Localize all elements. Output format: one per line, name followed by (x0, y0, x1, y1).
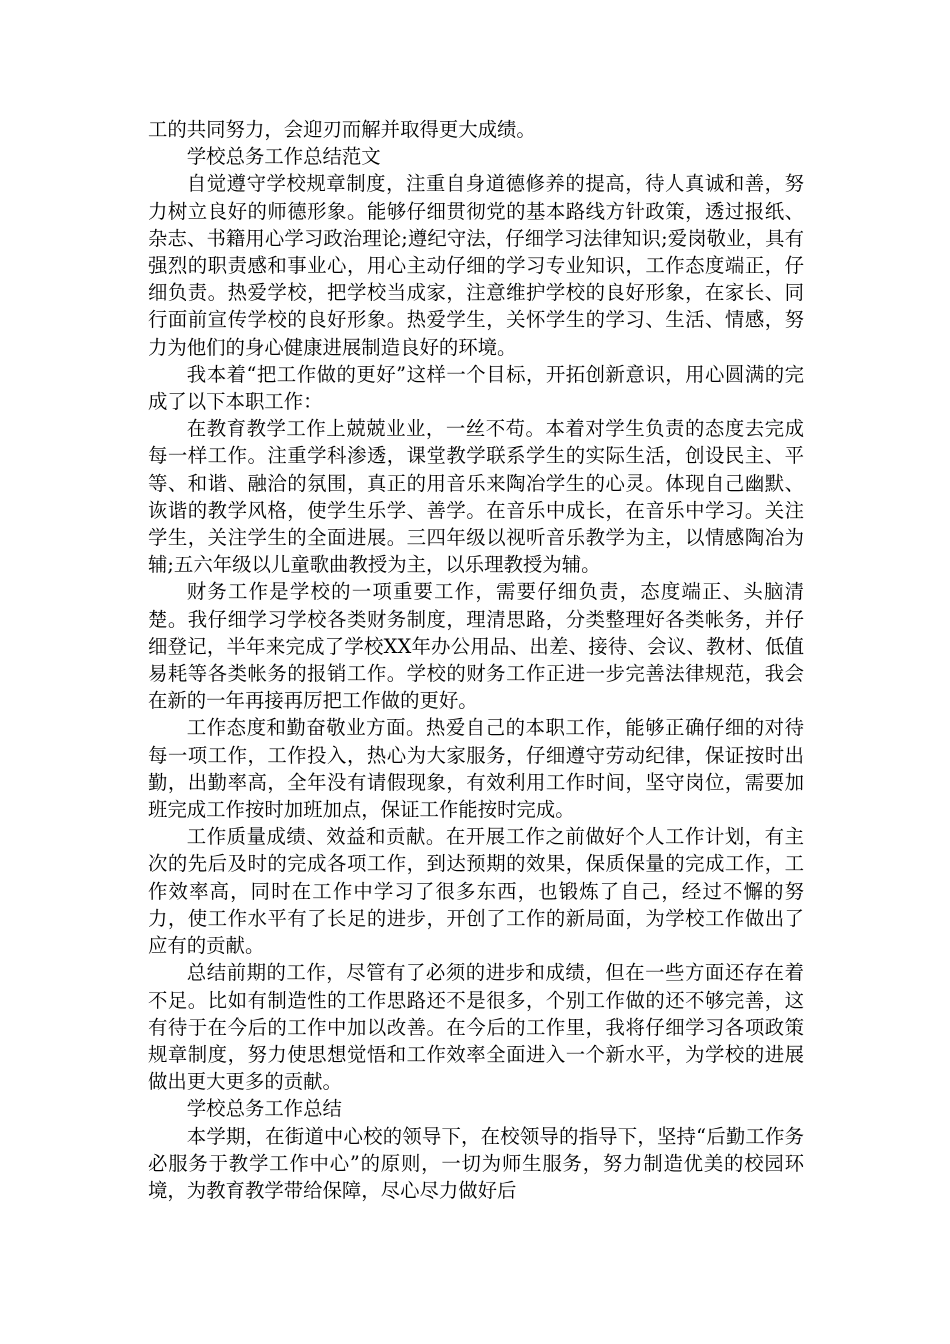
paragraph-goal: 我本着“把工作做的更好”这样一个目标，开拓创新意识，用心圆满的完成了以下本职工作： (148, 362, 804, 414)
section-title-summary: 学校总务工作总结 (186, 1097, 342, 1121)
paragraph-ethics: 自觉遵守学校规章制度，注重自身道德修养的提高，待人真诚和善，努力树立良好的师德形象。能够仔细贯彻党的基本路线方针政策，透过报纸、杂志、书籍用心学习政治理论;遵纪守法，仔细学习法律知识;爱岗敬业，具有强烈的职责感和事业心，用心主动仔细的学习专业知识，工作态度端正，仔细负责。热爱学校，把学校当成家，注意维护学校的良好形象，在家长、同行面前宣传学校的良好形象。热爱学生，关怀学生的学习、生活、情感，努力为他们的身心健康进展制造良好的环境。 (148, 172, 804, 359)
paragraph-finance: 财务工作是学校的一项重要工作，需要仔细负责，态度端正、头脑清楚。我仔细学习学校各类财务制度，理清思路，分类整理好各类帐务，并仔细登记，半年来完成了学校XX年办公用品、出差、接待、会议、教材、低值易耗等各类帐务的报销工作。学校的财务工作正进一步完善法律规范，我会在新的一年再接再厉把工作做的更好。 (148, 580, 804, 713)
paragraph-quality: 工作质量成绩、效益和贡献。在开展工作之前做好个人工作计划，有主次的先后及时的完成各项工作，到达预期的效果，保质保量的完成工作，工作效率高，同时在工作中学习了很多东西，也锻炼了自己，经过不懈的努力，使工作水平有了长足的进步，开创了工作的新局面，为学校工作做出了应有的贡献。 (148, 825, 804, 958)
document-page (148, 116, 804, 1204)
paragraph-attitude: 工作态度和勤奋敬业方面。热爱自己的本职工作，能够正确仔细的对待每一项工作，工作投入，热心为大家服务，仔细遵守劳动纪律，保证按时出勤，出勤率高，全年没有请假现象，有效利用工作时间，坚守岗位，需要加班完成工作按时加班加点，保证工作能按时完成。 (148, 716, 804, 822)
section-title-sample: 学校总务工作总结范文 (186, 145, 381, 169)
paragraph-teaching: 在教育教学工作上兢兢业业，一丝不苟。本着对学生负责的态度去完成每一样工作。注重学科渗透，课堂教学联系学生的实际生活，创设民主、平等、和谐、融洽的氛围，真正的用音乐来陶冶学生的心灵。体现自己幽默、诙谐的教学风格，使学生乐学、善学。在音乐中成长，在音乐中学习。关注学生，关注学生的全面进展。三四年级以视听音乐教学为主，以情感陶冶为辅;五六年级以儿童歌曲教授为主，以乐理教授为辅。 (148, 417, 804, 577)
paragraph-semester: 本学期，在街道中心校的领导下，在校领导的指导下，坚持“后勤工作务必服务于教学工作中心”的原则，一切为师生服务，努力制造优美的校园环境，为教育教学带给保障，尽心尽力做好后 (148, 1124, 804, 1202)
paragraph-summary: 总结前期的工作，尽管有了必须的进步和成绩，但在一些方面还存在着不足。比如有制造性的工作思路还不是很多，个别工作做的还不够完善，这有待于在今后的工作中加以改善。在今后的工作里，我将仔细学习各项政策规章制度，努力使思想觉悟和工作效率全面进入一个新水平，为学校的进展做出更大更多的贡献。 (148, 961, 804, 1094)
paragraph-continuation: 工的共同努力，会迎刃而解并取得更大成绩。 (148, 118, 536, 141)
